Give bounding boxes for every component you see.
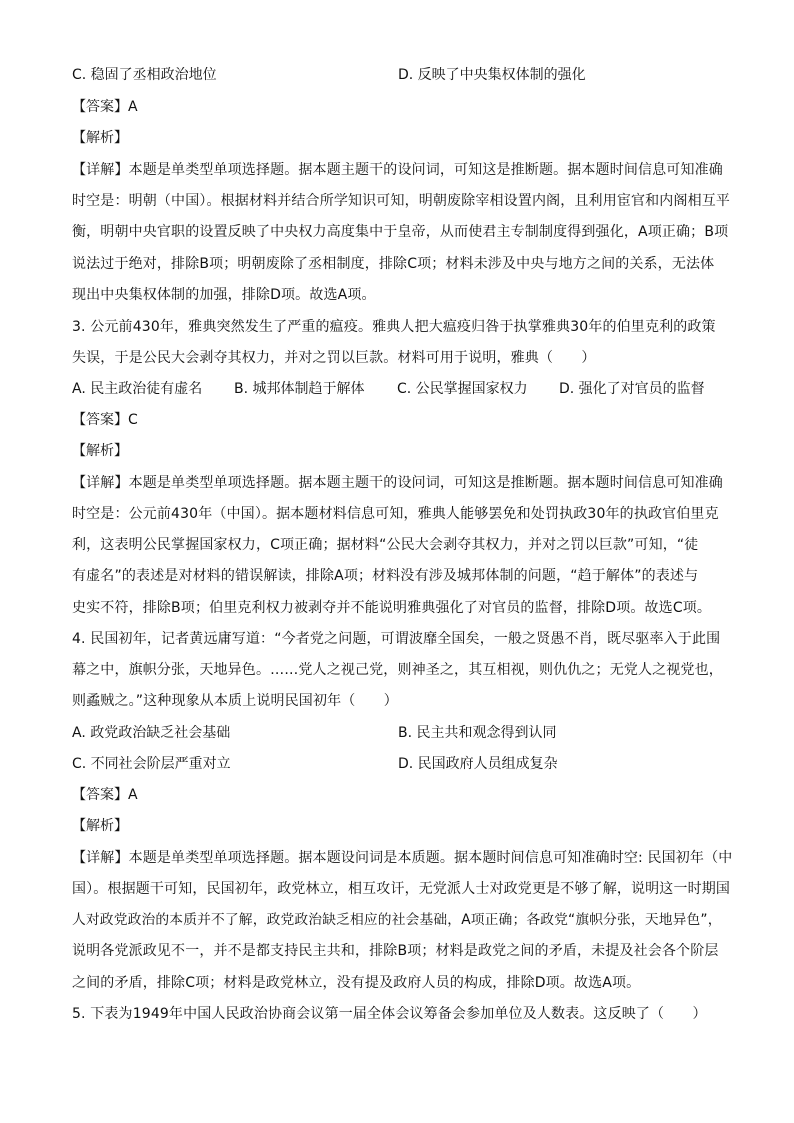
q4-answer: 【答案】A (72, 787, 138, 803)
q4-stem-line: 4. 民国初年，记者黄远庸写道：“今者党之问题，可谓波靡全国矣，一般之贤愚不肖，既尽驱率入于此围 (72, 631, 721, 647)
q5-stem-line: 5. 下表为1949年中国人民政治协商会议第一届全体会议筹备会参加单位及人数表。这反映了（ ） (72, 1006, 707, 1022)
q4-option-b: B. 民主共和观念得到认同 (398, 725, 557, 741)
q2-detail-line: 现出中央集权体制的加强，排除D项。故选A项。 (72, 287, 376, 303)
q2-analysis-label: 【解析】 (72, 130, 128, 146)
q3-stem-line: 3. 公元前430年，雅典突然发生了严重的瘟疫。雅典人把大瘟疫归咎于执掌雅典30年的伯里克利的政策 (72, 319, 716, 335)
q2-detail-line: 时空是：明朝（中国）。根据材料并结合所学知识可知，明朝废除宰相设置内阁，且利用宦官和内阁相互平 (72, 193, 731, 209)
q2-detail-line: 衡，明朝中央官职的设置反映了中央权力高度集中于皇帝，从而使君主专制制度得到强化，A项正确；B项 (72, 224, 729, 240)
q2-detail-line: 【详解】本题是单类型单项选择题。据本题主题干的设问词，可知这是推断题。据本题时间信息可知准确 (72, 162, 723, 178)
q4-detail-line: 国）。根据题干可知，民国初年，政党林立，相互攻讦，无党派人士对政党更是不够了解，说明这一时期国 (72, 881, 731, 897)
q4-option-a: A. 政党政治缺乏社会基础 (72, 725, 231, 741)
q4-detail-line: 人对政党政治的本质并不了解，政党政治缺乏相应的社会基础，A项正确；各政党“旗帜分张，天地异色”， (72, 912, 722, 928)
q3-analysis-label: 【解析】 (72, 443, 128, 459)
q4-stem-line: 幕之中，旗帜分张，天地异色。……党人之视己党，则神圣之，其互相视，则仇仇之；无党人之视党也， (72, 662, 723, 678)
q3-detail-line: 史实不符，排除B项；伯里克利权力被剥夺并不能说明雅典强化了对官员的监督，排除D项。故选C项。 (72, 600, 712, 616)
q2-detail-line: 说法过于绝对，排除B项；明朝废除了丞相制度，排除C项；材料未涉及中央与地方之间的关系，无法体 (72, 256, 715, 272)
q4-analysis-label: 【解析】 (72, 818, 128, 834)
q3-detail-line: 利，这表明公民掌握国家权力，C项正确；据材料“公民大会剥夺其权力，并对之罚以巨款”可知，“徒 (72, 537, 699, 553)
q2-answer: 【答案】A (72, 99, 138, 115)
q3-answer: 【答案】C (72, 412, 138, 428)
q3-detail-line: 【详解】本题是单类型单项选择题。据本题主题干的设问词，可知这是推断题。据本题时间信息可知准确 (72, 475, 723, 491)
q3-option-d: D. 强化了对官员的监督 (559, 381, 705, 397)
q3-option-c: C. 公民掌握国家权力 (397, 381, 528, 397)
q4-detail-line: 【详解】本题是单类型单项选择题。据本题设问词是本质题。据本题时间信息可知准确时空: 民国初年（中 (72, 850, 733, 866)
q3-option-a: A. 民主政治徒有虚名 (72, 381, 203, 397)
q4-stem-line: 则蟊贼之。”这种现象从本质上说明民国初年（ ） (72, 693, 398, 709)
q2-option-c: C. 稳固了丞相政治地位 (72, 67, 217, 83)
q4-detail-line: 之间的矛盾，排除C项；材料是政党林立，没有提及政府人员的构成，排除D项。故选A项。 (72, 975, 641, 991)
q3-stem-line: 失误，于是公民大会剥夺其权力，并对之罚以巨款。材料可用于说明，雅典（ ） (72, 350, 596, 366)
q3-option-b: B. 城邦体制趋于解体 (234, 381, 365, 397)
q3-detail-line: 有虚名”的表述是对材料的错误解读，排除A项；材料没有涉及城邦体制的问题，“趋于解体”的表述与 (72, 568, 699, 584)
q4-option-d: D. 民国政府人员组成复杂 (398, 756, 558, 772)
q4-option-c: C. 不同社会阶层严重对立 (72, 756, 231, 772)
q4-detail-line: 说明各党派政见不一，并不是都支持民主共和，排除B项；材料是政党之间的矛盾，未提及社会各个阶层 (72, 943, 719, 959)
q2-option-d: D. 反映了中央集权体制的强化 (398, 67, 586, 83)
q3-detail-line: 时空是：公元前430年（中国）。据本题材料信息可知，雅典人能够罢免和处罚执政30年的执政官伯里克 (72, 506, 719, 522)
